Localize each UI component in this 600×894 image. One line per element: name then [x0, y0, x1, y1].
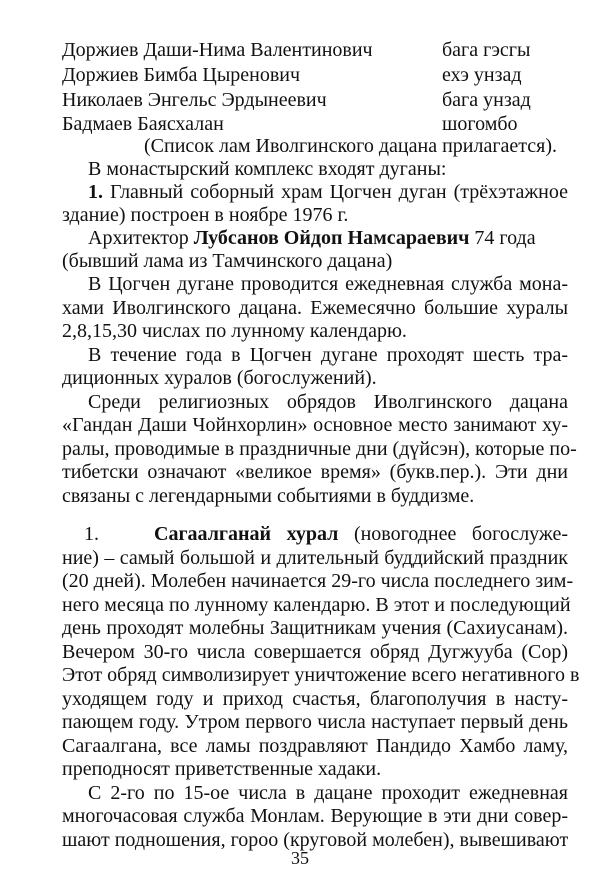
paragraph-line: ралы, проводимые в праздничные дни (дүйсэн), которые по-	[62, 438, 577, 460]
paragraph-line: Среди религиозных обрядов Иволгинского дацана	[88, 391, 568, 413]
member-name: Доржиев Даши-Нима Валентинович	[62, 39, 373, 61]
architect-line: (бывший лама из Тамчинского дацана)	[62, 250, 393, 272]
paragraph-line: Сагаалгана, все ламы поздравляют Пандидо Хамбо ламу,	[62, 735, 568, 757]
member-name: Бадмаев Баясхалан	[62, 113, 224, 135]
paragraph-line: него месяца по лунному календарю. В этот и последующий	[62, 594, 571, 616]
paragraph-line: преподносят приветственные хадаки.	[62, 758, 382, 780]
paragraph-line: уходящем году и приход счастья, благополучия в насту-	[62, 688, 568, 710]
paragraph-line: многочасовая служба Монлам. Верующие в эти дни совер-	[62, 805, 568, 827]
architect-age: 74 года	[469, 227, 536, 249]
member-role: ехэ унзад	[442, 64, 522, 86]
item1-line: здание) построен в ноябре 1976 г.	[62, 204, 349, 226]
sagaalgan-heading-line	[154, 522, 568, 546]
architect-name: Лубсанов Ойдоп Намсараевич	[193, 227, 470, 249]
architect-line	[88, 226, 568, 250]
paragraph-line: С 2-го по 15-ое числа в дацане проходит ежедневная	[88, 782, 568, 804]
member-role: бага гэсгы	[442, 39, 531, 61]
item1-line	[88, 180, 568, 204]
list-note: (Список лам Иволгинского дацана прилагается).	[144, 135, 558, 157]
architect-label: Архитектор	[88, 227, 194, 249]
member-role: шогомбо	[442, 113, 518, 135]
paragraph-line: связаны с легендарными событиями в буддизме.	[62, 485, 475, 507]
member-name: Доржиев Бимба Цыренович	[62, 64, 301, 86]
paragraph-line: хами Иволгинского дацана. Ежемесячно большие хуралы	[62, 297, 568, 319]
sagaalgan-number: 1.	[84, 523, 99, 545]
paragraph-line: пающем году. Утром первого числа наступает первый день	[62, 711, 568, 733]
paragraph-line: В Цогчен дугане проводится ежедневная служба мона-	[88, 273, 568, 295]
sagaalgan-title: Сагаалганай хурал	[154, 523, 339, 545]
sagaalgan-text: (новогоднее богослуже-	[338, 523, 568, 545]
paragraph-line: В течение года в Цогчен дугане проходят шесть тра-	[88, 344, 568, 366]
item1-number: 1.	[88, 181, 103, 203]
complex-intro: В монастырский комплекс входят дуганы:	[88, 158, 447, 180]
paragraph-line: «Гандан Даши Чойнхорлин» основное место занимают ху-	[62, 414, 568, 436]
paragraph-line: тибетски означают «великое время» (букв.пер.). Эти дни	[62, 461, 568, 483]
paragraph-line: диционных хуралов (богослужений).	[62, 367, 377, 389]
paragraph-line: шают подношения, гороо (круговой молебен), вывешивают	[62, 829, 569, 851]
page-number: 35	[291, 848, 309, 868]
paragraph-line: Вечером 30-го числа совершается обряд Дугжууба (Сор)	[62, 641, 568, 663]
paragraph-line: 2,8,15,30 числах по лунному календарю.	[62, 320, 407, 342]
paragraph-line: Этот обряд символизирует уничтожение всего негативного в	[62, 664, 580, 686]
member-name: Николаев Энгельс Эрдынеевич	[62, 89, 327, 111]
paragraph-line: ние) – самый большой и длительный буддийский праздник	[62, 547, 568, 569]
member-role: бага унзад	[442, 89, 531, 111]
paragraph-line: (20 дней). Молебен начинается 29-го числа последнего зим-	[62, 570, 574, 592]
paragraph-line: день проходят молебны Защитникам учения (Сахиусанам).	[62, 617, 568, 639]
item1-text: Главный соборный храм Цогчен дуган (трёхэтажное	[103, 181, 568, 203]
